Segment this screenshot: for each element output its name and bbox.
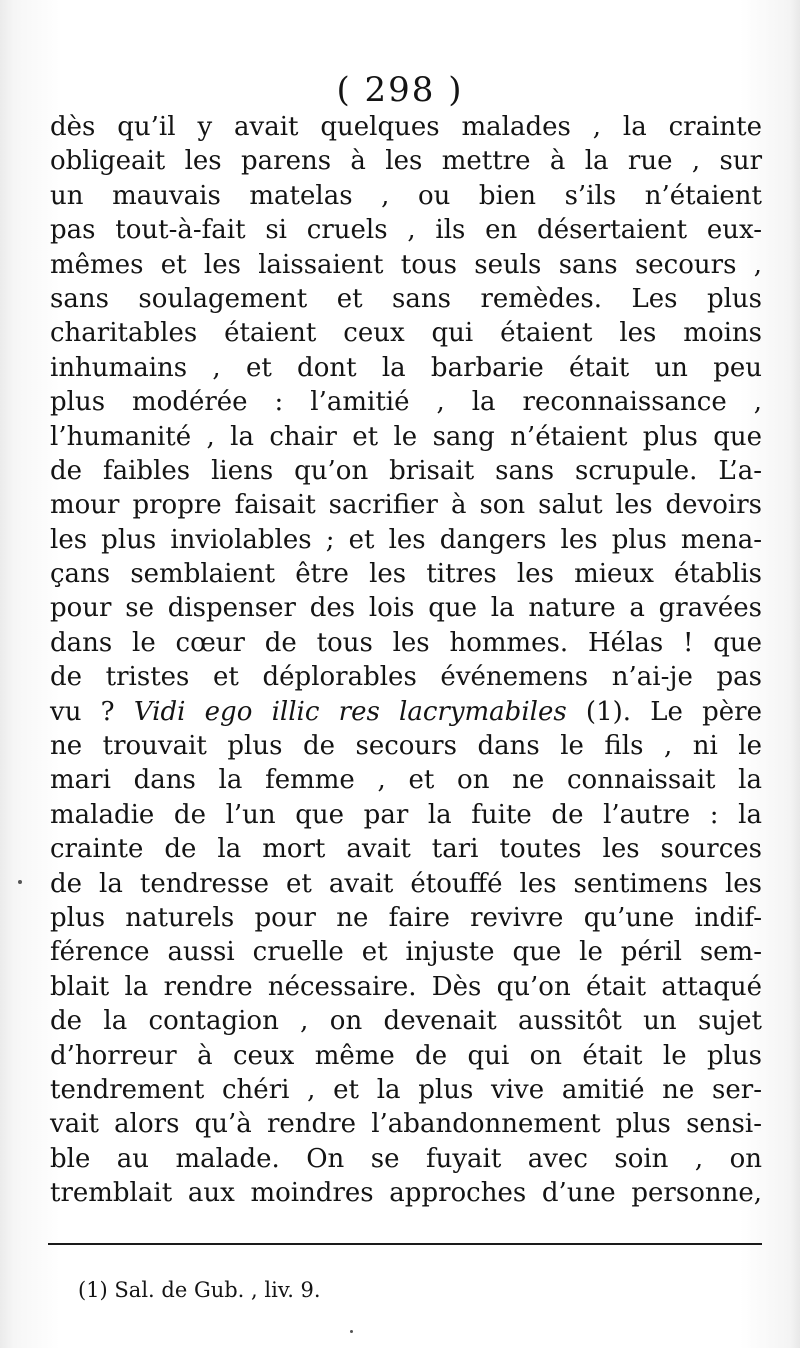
- text-line: dès qu’il y avait quelques malades , la crainte: [50, 112, 762, 142]
- text-line: un mauvais matelas , ou bien s’ils n’étaient: [50, 180, 762, 211]
- text-line: mour propre faisait sacrifier à son salut les devoirs: [50, 490, 762, 521]
- text-line: tremblait aux moindres approches d’une personne,: [50, 1178, 762, 1209]
- latin-quotation: Vidi ego illic res lacrymabiles: [133, 696, 567, 727]
- text-line: pas tout-à-fait si cruels , ils en désertaient eux-: [50, 215, 762, 246]
- text-line: de la contagion , on devenait aussitôt un sujet: [50, 1006, 762, 1037]
- text-line: crainte de la mort avait tari toutes les sources: [50, 834, 762, 865]
- text-line: plus modérée : l’amitié , la reconnaissance ,: [50, 387, 762, 418]
- text-line: tendrement chéri , et la plus vive amitié ne ser-: [50, 1074, 762, 1105]
- text-line: de tristes et déplorables événemens n’ai-je pas: [50, 662, 762, 693]
- text-line: vait alors qu’à rendre l’abandonnement plus sensi-: [50, 1109, 762, 1140]
- text-line: d’horreur à ceux même de qui on était le plus: [50, 1040, 762, 1071]
- text-line: plus naturels pour ne faire revivre qu’une indif-: [50, 902, 762, 933]
- text-line: obligeait les parens à les mettre à la rue , sur: [50, 146, 762, 177]
- text-line: sans soulagement et sans remèdes. Les plus: [50, 283, 762, 314]
- text-line: charitables étaient ceux qui étaient les moins: [50, 318, 762, 349]
- body-text: [50, 110, 762, 1211]
- footnote: (1) Sal. de Gub. , liv. 9.: [78, 1278, 321, 1302]
- text-line: çans semblaient être les titres les mieux établis: [50, 559, 762, 590]
- page-number: ( 298 ): [336, 70, 464, 110]
- text-line: pour se dispenser des lois que la nature a gravées: [50, 593, 762, 624]
- text-line: de faibles liens qu’on brisait sans scrupule. L’a-: [50, 455, 762, 486]
- text-line-citation-before: vu ?: [50, 696, 134, 727]
- print-speck: [18, 880, 22, 884]
- text-line: maladie de l’un que par la fuite de l’autre : la: [50, 799, 762, 830]
- text-line: mari dans la femme , et on ne connaissait la: [50, 765, 762, 796]
- text-line: de la tendresse et avait étouffé les sentimens les: [50, 868, 762, 899]
- print-speck: [350, 1330, 353, 1333]
- footnote-divider: [48, 1243, 762, 1245]
- text-line: les plus inviolables ; et les dangers les plus mena-: [50, 524, 762, 555]
- text-line-citation-after: (1). Le père: [566, 696, 762, 727]
- text-line-citation: [50, 695, 762, 729]
- text-line: dans le cœur de tous les hommes. Hélas ! que: [50, 627, 762, 658]
- text-line: ne trouvait plus de secours dans le fils , ni le: [50, 731, 762, 762]
- text-line: ble au malade. On se fuyait avec soin , on: [50, 1143, 762, 1174]
- text-line: inhumains , et dont la barbarie était un peu: [50, 352, 762, 383]
- text-line: férence aussi cruelle et injuste que le péril sem-: [50, 937, 762, 968]
- text-line: l’humanité , la chair et le sang n’étaient plus que: [50, 421, 762, 452]
- text-line: blait la rendre nécessaire. Dès qu’on était attaqué: [50, 971, 762, 1002]
- text-line: mêmes et les laissaient tous seuls sans secours ,: [50, 249, 762, 280]
